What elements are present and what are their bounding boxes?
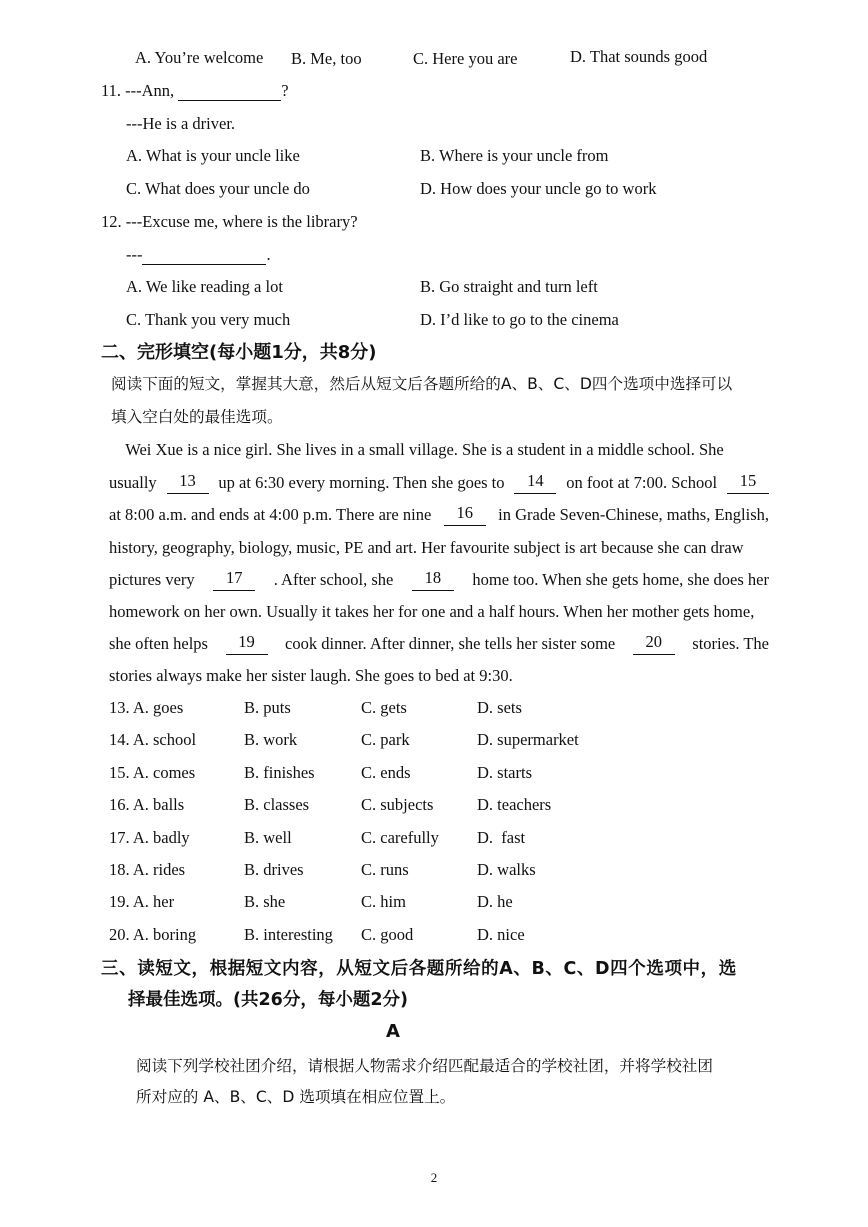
passage-line [109, 601, 769, 623]
section3-instruction-line1: 阅读下列学校社团介绍，请根据人物需求介绍匹配最适合的学校社团，并将学校社团 [136, 1057, 713, 1075]
choice-q13-c: C. gets [361, 698, 407, 717]
q12-option-c: C. Thank you very much [126, 310, 291, 329]
choice-q18-c: C. runs [361, 860, 409, 879]
section2-instruction-line2: 填入空白处的最佳选项。 [111, 408, 283, 426]
cloze-blank-17: 17 [213, 569, 255, 591]
passage-text: in Grade Seven-Chinese, maths, English, [498, 505, 769, 524]
choice-q16-a: 16. A. balls [109, 795, 185, 814]
q11-option-b: B. Where is your uncle from [420, 146, 609, 165]
passage-text: history, geography, biology, music, PE and art. Her favourite subject is art because she can draw [109, 538, 744, 557]
choice-q13-b: B. puts [244, 698, 291, 717]
passage-text: home too. When she gets home, she does her [472, 570, 769, 589]
passage-text: on foot at 7:00. School [566, 473, 718, 492]
q12-reply-suffix: . [266, 245, 271, 264]
q10-option-c: C. Here you are [413, 49, 518, 68]
section3-sub-label: A [386, 1021, 400, 1042]
q12-blank [142, 246, 266, 265]
q10-option-b: B. Me, too [291, 49, 362, 68]
choice-q17-d: D. fast [477, 828, 526, 847]
section2-instruction-line1: 阅读下面的短文，掌握其大意，然后从短文后各题所给的A、B、C、D四个选项中选择可以 [111, 375, 733, 393]
choice-q13-a: 13. A. goes [109, 698, 184, 717]
cloze-blank-20: 20 [633, 633, 675, 655]
q10-option-d: D. That sounds good [570, 47, 708, 66]
passage-text: usually [109, 473, 157, 492]
choice-q18-b: B. drives [244, 860, 304, 879]
choice-q17-a: 17. A. badly [109, 828, 190, 847]
cloze-blank-14: 14 [514, 472, 556, 494]
q12-option-b: B. Go straight and turn left [420, 277, 598, 296]
q11-suffix: ? [281, 81, 289, 100]
choice-q14-c: C. park [361, 730, 410, 749]
section3-heading-line1: 三、读短文，根据短文内容，从短文后各题所给的A、B、C、D四个选项中，选 [101, 959, 737, 979]
choice-q17-c: C. carefully [361, 828, 439, 847]
passage-line [109, 504, 769, 526]
cloze-blank-13: 13 [167, 472, 209, 494]
choice-q14-d: D. supermarket [477, 730, 579, 749]
choice-q14-a: 14. A. school [109, 730, 197, 749]
choice-q20-c: C. good [361, 925, 414, 944]
q11-prefix: 11. ---Ann, [101, 81, 175, 100]
choice-q19-d: D. he [477, 892, 513, 911]
passage-text: cook dinner. After dinner, she tells her sister some [285, 634, 616, 653]
choice-q15-a: 15. A. comes [109, 763, 196, 782]
choice-q13-d: D. sets [477, 698, 522, 717]
passage-text: stories. The [692, 634, 769, 653]
q11-stem [101, 80, 289, 102]
cloze-blank-15: 15 [727, 472, 769, 494]
choice-q16-c: C. subjects [361, 795, 434, 814]
section3-instruction-line2: 所对应的 A、B、C、D 选项填在相应位置上。 [136, 1088, 456, 1106]
passage-text: she often helps [109, 634, 208, 653]
choice-q19-b: B. she [244, 892, 286, 911]
q11-option-c: C. What does your uncle do [126, 179, 310, 198]
choice-q15-d: D. starts [477, 763, 532, 782]
choice-q20-a: 20. A. boring [109, 925, 197, 944]
choice-q19-c: C. him [361, 892, 406, 911]
q12-option-a: A. We like reading a lot [126, 277, 283, 296]
choice-q18-d: D. walks [477, 860, 536, 879]
q12-reply-prefix: --- [126, 245, 143, 264]
passage-text: . After school, she [273, 570, 394, 589]
section3-heading-line2: 择最佳选项。(共26分，每小题2分) [128, 990, 409, 1010]
passage-text: Wei Xue is a nice girl. She lives in a small village. She is a student in a middle school. She [109, 440, 724, 459]
q11-option-a: A. What is your uncle like [126, 146, 300, 165]
q12-stem: 12. ---Excuse me, where is the library? [101, 212, 358, 231]
passage-text: up at 6:30 every morning. Then she goes to [218, 473, 505, 492]
passage-line [109, 537, 769, 559]
q11-reply: ---He is a driver. [126, 114, 236, 133]
section2-heading: 二、完形填空(每小题1分，共8分) [101, 342, 377, 363]
choice-q19-a: 19. A. her [109, 892, 175, 911]
passage-text: homework on her own. Usually it takes her for one and a half hours. When her mother gets home, [109, 602, 755, 621]
choice-q18-a: 18. A. rides [109, 860, 186, 879]
cloze-blank-16: 16 [444, 504, 486, 526]
choice-q20-d: D. nice [477, 925, 525, 944]
choice-q16-d: D. teachers [477, 795, 552, 814]
choice-q15-c: C. ends [361, 763, 411, 782]
page-number: 2 [430, 1170, 438, 1185]
q12-reply [126, 244, 271, 266]
passage-text: pictures very [109, 570, 195, 589]
choice-q16-b: B. classes [244, 795, 310, 814]
passage-line [109, 633, 769, 655]
q11-option-d: D. How does your uncle go to work [420, 179, 657, 198]
passage-line [109, 569, 769, 591]
passage-text: stories always make her sister laugh. She goes to bed at 9:30. [109, 666, 513, 685]
passage-text: at 8:00 a.m. and ends at 4:00 p.m. There are nine [109, 505, 432, 524]
passage-line [109, 472, 769, 494]
choice-q14-b: B. work [244, 730, 298, 749]
passage-line [109, 665, 769, 687]
cloze-blank-18: 18 [412, 569, 454, 591]
choice-q20-b: B. interesting [244, 925, 333, 944]
q10-option-a: A. You’re welcome [135, 48, 264, 67]
choice-q15-b: B. finishes [244, 763, 315, 782]
cloze-blank-19: 19 [226, 633, 268, 655]
q12-option-d: D. I’d like to go to the cinema [420, 310, 619, 329]
passage-line [109, 439, 769, 461]
q11-blank [178, 82, 281, 101]
choice-q17-b: B. well [244, 828, 292, 847]
